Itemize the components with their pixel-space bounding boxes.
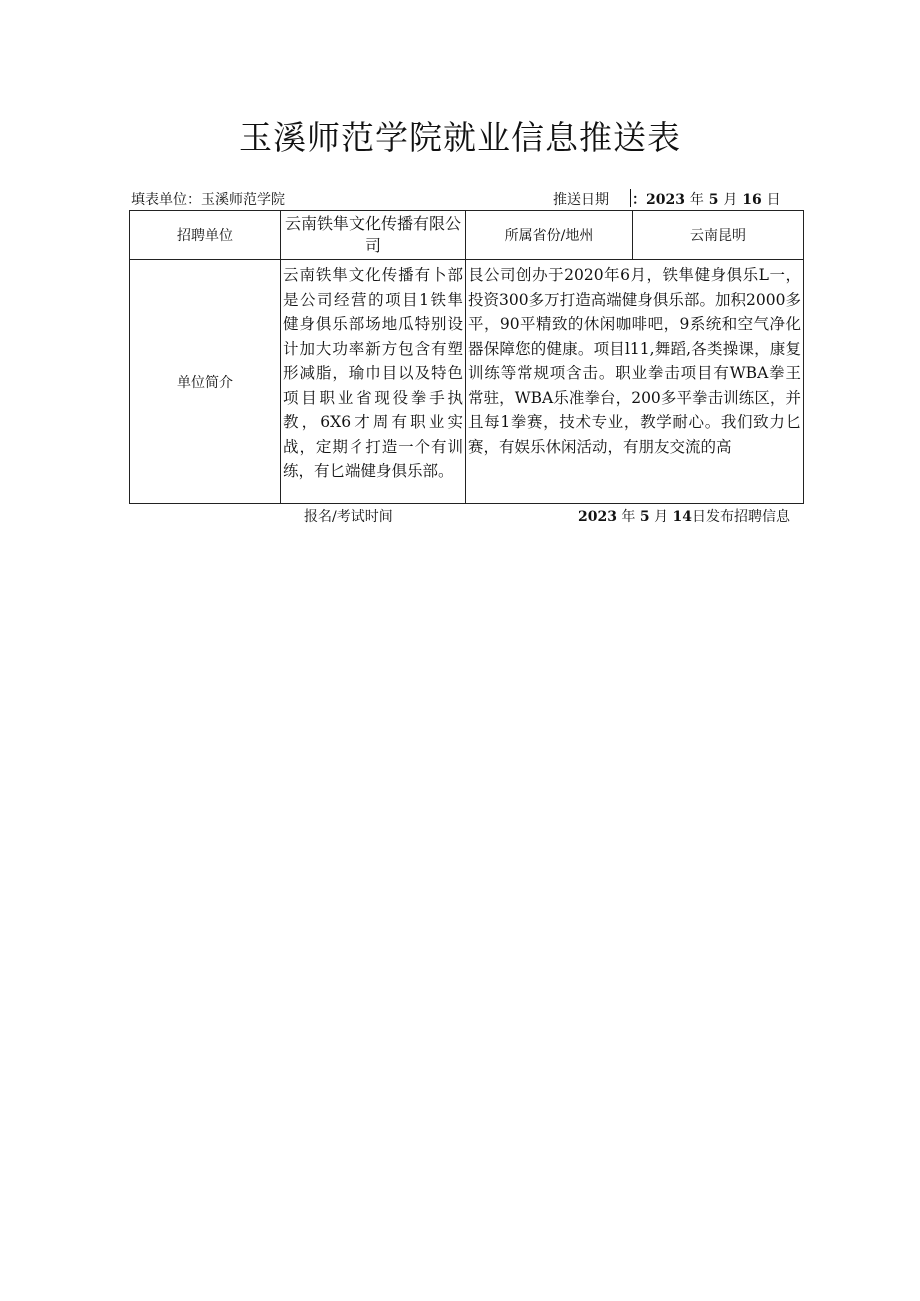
push-date-year: 2023: [646, 192, 685, 208]
push-date-day: 16: [742, 192, 762, 208]
release-date: [578, 506, 790, 526]
fill-unit: 填表单位：玉溪师范学院: [131, 192, 285, 208]
push-date-sep: ：: [632, 192, 646, 208]
recruit-unit-value: 云南铁隼文化传播有限公司: [281, 211, 466, 260]
push-date-label: 推送日期: [553, 192, 609, 208]
table-row: [130, 211, 804, 260]
province-value: 云南昆明: [633, 211, 804, 260]
push-date-day-unit: 日: [766, 192, 781, 208]
intro-text-right: 艮公司创办于2020年6月，铁隼健身俱乐L一，投资300多万打造高端健身俱乐部。加积2000多平，90平精致的休闲咖啡吧，9系统和空气净化器保障您的健康。项目l11,舞蹈,各类操课，康复训练等常规项含击。职业拳击项目有WBA拳王常驻，WBA乐准拳台，200多平拳击训练区，并且每1拳赛，技术专业，教学耐心。我们致力匕赛，有娱乐休闲活动，有朋友交流的高: [466, 260, 804, 504]
release-year-unit: 年: [621, 509, 636, 525]
intro-label: 单位简介: [130, 260, 281, 504]
push-date-month: 5: [708, 192, 719, 208]
release-month-unit: 月: [654, 509, 669, 525]
info-table: [129, 210, 804, 504]
table-row: [130, 260, 804, 504]
release-year: 2023: [578, 509, 617, 525]
province-label: 所属省份/地州: [466, 211, 633, 260]
push-date: [632, 189, 781, 209]
release-suffix: 日发布招聘信息: [692, 509, 791, 525]
page-title: 玉溪师范学院就业信息推送表: [239, 118, 681, 157]
exam-time-label: 报名/考试时间: [304, 509, 393, 525]
release-month: 5: [639, 509, 650, 525]
divider: [630, 189, 631, 207]
push-date-month-unit: 月: [723, 192, 738, 208]
recruit-unit-label: 招聘单位: [130, 211, 281, 260]
intro-text-left: 云南铁隼文化传播有卜部是公司经营的项目1铁隼健身俱乐部场地瓜特别设计加大功率新方包含有塑形减脂，瑜巾目以及特色项目职业省现役拳手执教，6X6才周有职业实战，定期彳打造一个有训练，有匕端健身俱乐部。: [281, 260, 466, 504]
push-date-year-unit: 年: [689, 192, 704, 208]
release-day: 14: [672, 509, 693, 525]
